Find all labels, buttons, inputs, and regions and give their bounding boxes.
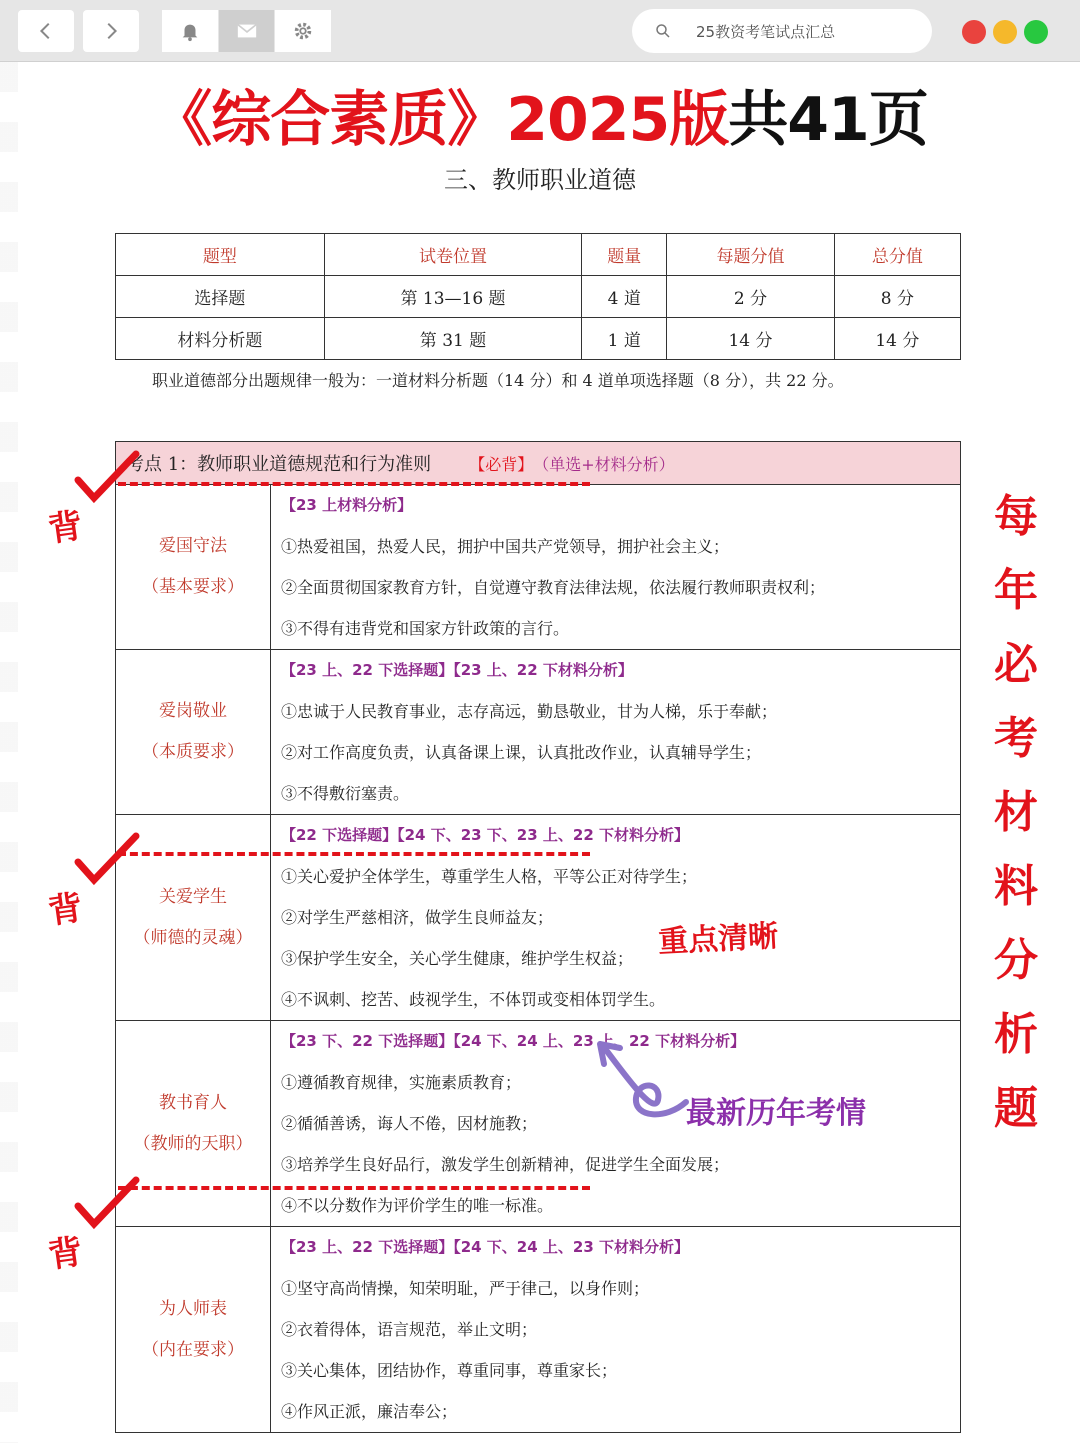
table-row xyxy=(116,485,960,650)
window-maximize-button[interactable] xyxy=(1024,20,1048,44)
exam-tag: 【22 下选择题】【24 下、23 下、23 上、22 下材料分析】 xyxy=(281,826,689,844)
category-name: 关爱学生 xyxy=(159,886,227,907)
exam-tag: 【23 上、22 下选择题】【23 上、22 下材料分析】 xyxy=(281,661,633,679)
table-cell: 4 道 xyxy=(582,276,667,318)
table-row xyxy=(116,815,960,1021)
mail-icon xyxy=(236,20,258,42)
list-item: ①热爱祖国，热爱人民，拥护中国共产党领导，拥护社会主义； xyxy=(281,537,730,556)
notification-button[interactable] xyxy=(162,10,218,52)
vertical-char: 考 xyxy=(994,713,1038,764)
exam-tag: 【23 下、22 下选择题】【24 下、24 上、23 上、22 下材料分析】 xyxy=(281,1032,746,1050)
list-item: ①遵循教育规律，实施素质教育； xyxy=(281,1073,522,1092)
checkmark-icon xyxy=(72,1176,142,1236)
vertical-char: 分 xyxy=(994,935,1038,986)
section-title: 三、教师职业道德 xyxy=(444,166,636,194)
window-minimize-button[interactable] xyxy=(993,20,1017,44)
search-bar[interactable] xyxy=(632,9,932,53)
list-item: ②全面贯彻国家教育方针，自觉遵守教育法律法规，依法履行教师职责权利； xyxy=(281,578,826,597)
list-item: ③培养学生良好品行，激发学生创新精神，促进学生全面发展； xyxy=(281,1155,730,1174)
gear-icon xyxy=(292,20,314,42)
summary-header-cell: 题量 xyxy=(582,234,667,276)
vertical-annotation xyxy=(988,480,1044,1146)
highlight-note: 重点清晰 xyxy=(657,918,780,961)
table-cell: 材料分析题 xyxy=(116,318,325,360)
checkmark-icon xyxy=(72,832,142,892)
table-row xyxy=(116,650,960,815)
row-category xyxy=(116,1227,271,1432)
exam-tag: 【23 上、22 下选择题】【24 下、24 上、23 下材料分析】 xyxy=(281,1238,689,1256)
search-text: 25教资考笔试点汇总 xyxy=(696,22,836,41)
content-table-header xyxy=(116,442,960,485)
vertical-char: 每 xyxy=(994,491,1038,542)
row-category xyxy=(116,650,271,814)
row-content xyxy=(271,650,960,814)
exam-tag: 【23 上材料分析】 xyxy=(281,496,413,514)
table-cell: 第 31 题 xyxy=(324,318,582,360)
table-cell: 2 分 xyxy=(667,276,835,318)
table-cell: 第 13—16 题 xyxy=(324,276,582,318)
summary-header-row xyxy=(116,234,961,276)
header-question-type: （单选+材料分析） xyxy=(533,454,675,474)
header-mark: 【必背】 xyxy=(469,454,534,474)
search-icon xyxy=(654,22,672,40)
table-row xyxy=(116,1227,960,1432)
memorize-mark: 背 xyxy=(45,887,86,933)
content-table xyxy=(115,441,961,1433)
vertical-char: 料 xyxy=(994,861,1038,912)
list-item: ①关心爱护全体学生，尊重学生人格，平等公正对待学生； xyxy=(281,867,698,886)
vertical-char: 题 xyxy=(994,1083,1038,1134)
list-item: ③不得有违背党和国家方针政策的言行。 xyxy=(281,619,570,638)
category-name: 爱岗敬业 xyxy=(159,701,227,721)
row-content xyxy=(271,1227,960,1432)
chevron-left-icon xyxy=(35,20,57,42)
scoring-rule-note: 职业道德部分出题规律一般为：一道材料分析题（14 分）和 4 道单项选择题（8 分），共 22 分。 xyxy=(152,371,844,390)
row-content xyxy=(271,815,960,1020)
table-cell: 选择题 xyxy=(116,276,325,318)
window-close-button[interactable] xyxy=(962,20,986,44)
category-sub: （教师的天职） xyxy=(133,1133,253,1154)
category-sub: （师德的灵魂） xyxy=(133,927,253,948)
summary-header-cell: 总分值 xyxy=(834,234,960,276)
mail-button[interactable] xyxy=(219,10,275,52)
header-title: 考点 1：教师职业道德规范和行为准则 xyxy=(126,454,432,475)
list-item: ④不讽刺、挖苦、歧视学生，不体罚或变相体罚学生。 xyxy=(281,990,666,1009)
table-row xyxy=(116,276,961,318)
summary-header-cell: 题型 xyxy=(116,234,325,276)
summary-header-cell: 每题分值 xyxy=(667,234,835,276)
title-black-part: 共41页 xyxy=(728,85,928,155)
title-red-part: 《综合素质》2025版 xyxy=(152,85,729,155)
bell-icon xyxy=(179,20,201,42)
list-item: ③保护学生安全，关心学生健康，维护学生权益； xyxy=(281,949,634,968)
category-name: 爱国守法 xyxy=(159,536,227,556)
table-cell: 1 道 xyxy=(582,318,667,360)
vertical-char: 析 xyxy=(994,1009,1038,1060)
settings-button[interactable] xyxy=(275,10,331,52)
memorize-mark: 背 xyxy=(45,505,86,551)
list-item: ④作风正派，廉洁奉公； xyxy=(281,1402,458,1421)
row-content xyxy=(271,485,960,649)
table-row xyxy=(116,318,961,360)
latest-exam-note: 最新历年考情 xyxy=(686,1096,866,1131)
category-sub: （基本要求） xyxy=(142,577,244,597)
forward-button[interactable] xyxy=(83,10,139,52)
list-item: ①忠诚于人民教育事业，志存高远，勤恳敬业，甘为人梯，乐于奉献； xyxy=(281,702,778,721)
list-item: ④不以分数作为评价学生的唯一标准。 xyxy=(281,1196,554,1215)
list-item: ①坚守高尚情操，知荣明耻，严于律己，以身作则； xyxy=(281,1279,650,1298)
list-item: ②对学生严慈相济，做学生良师益友； xyxy=(281,908,554,927)
dashed-underline xyxy=(118,482,590,486)
memorize-mark: 背 xyxy=(45,1231,86,1277)
curved-arrow-icon xyxy=(596,1036,692,1122)
summary-header-cell: 试卷位置 xyxy=(324,234,582,276)
list-item: ③关心集体，团结协作，尊重同事，尊重家长； xyxy=(281,1361,618,1380)
vertical-char: 年 xyxy=(994,565,1038,616)
list-item: ②循循善诱，诲人不倦，因材施教； xyxy=(281,1114,538,1133)
table-cell: 8 分 xyxy=(834,276,960,318)
summary-table xyxy=(115,233,961,360)
checkmark-icon xyxy=(72,450,142,510)
browser-toolbar xyxy=(0,0,1080,62)
back-button[interactable] xyxy=(18,10,74,52)
page-title xyxy=(0,72,1080,158)
table-cell: 14 分 xyxy=(834,318,960,360)
list-item: ②对工作高度负责，认真备课上课，认真批改作业，认真辅导学生； xyxy=(281,743,762,762)
chevron-right-icon xyxy=(100,20,122,42)
category-name: 教书育人 xyxy=(159,1092,227,1113)
table-cell: 14 分 xyxy=(667,318,835,360)
dashed-underline xyxy=(118,1186,590,1190)
dashed-underline xyxy=(118,852,590,856)
category-sub: （内在要求） xyxy=(142,1339,244,1360)
toolbar-group xyxy=(162,10,332,52)
category-name: 为人师表 xyxy=(159,1298,227,1319)
category-sub: （本质要求） xyxy=(142,742,244,762)
vertical-char: 材 xyxy=(994,787,1038,838)
vertical-char: 必 xyxy=(994,639,1038,690)
page-edge-decoration xyxy=(0,62,18,1443)
list-item: ②衣着得体，语言规范，举止文明； xyxy=(281,1320,538,1339)
list-item: ③不得敷衍塞责。 xyxy=(281,784,410,803)
